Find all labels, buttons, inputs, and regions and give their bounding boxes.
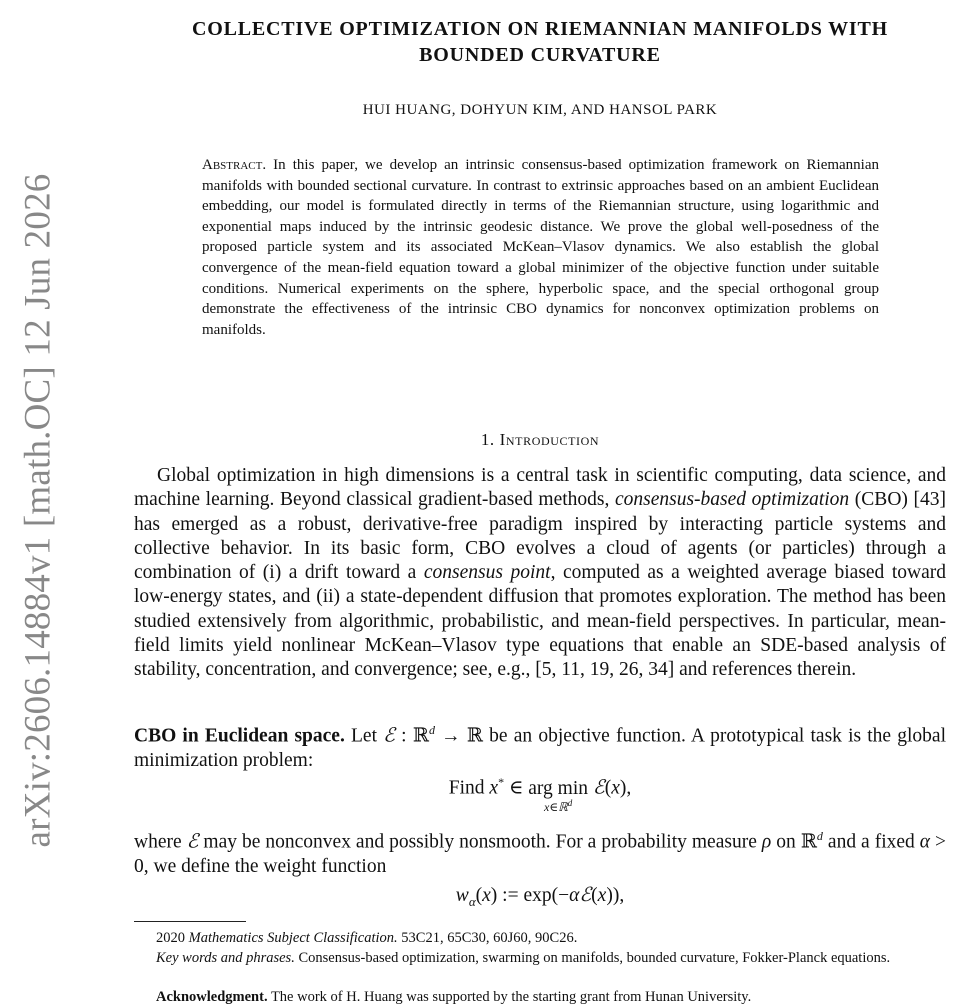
- euclidean-paragraph: CBO in Euclidean space. Let ℰ : ℝ$^d$ → ℝ be an objective function. A prototypical task is the global minimization problem:: [134, 723, 946, 771]
- intro-emphasis-consensus: consensus point: [423, 562, 551, 584]
- intro-text-1: Global optimization in high dimensions is a central task in scientific computing, data science, and machine learning. Beyond classical gradient-based methods,: [134, 465, 946, 511]
- eq-find-word: Find: [448, 777, 485, 799]
- objective-map-math: ℰ: [383, 725, 395, 747]
- author-list: HUI HUANG, DOHYUN KIM, AND HANSOL PARK: [362, 102, 718, 118]
- arxiv-sidebar-stamp: [15, 160, 61, 860]
- weight-paragraph: where ℰ may be nonconvex and possibly nonsmooth. For a probability measure ρ on ℝ$^d$ and a fixed α > 0, we define the weight function: [134, 829, 946, 877]
- abstract-label: Abstract.: [202, 157, 267, 173]
- footnote-acknowledgment: Acknowledgment. The work of H. Huang was supported by the starting grant from Hunan University.: [156, 989, 752, 1005]
- argmin-operator: arg min x∈ℝ$^d$: [528, 777, 589, 814]
- title-line-1: COLLECTIVE OPTIMIZATION ON RIEMANNIAN MANIFOLDS WITH: [192, 18, 888, 40]
- abstract: [202, 155, 879, 340]
- intro-text-3: , computed as a weighted average biased toward low-energy states, and (ii) a state-dependent diffusion that promotes exploration. The method has been studied extensively from algorithmic, probabilistic, and mean-field perspectives. In particular, mean-field limits yield nonlinear McKean–Vlasov type equations that enable an SDE-based analysis of stability, concentration, and convergence; see, e.g., [5, 11, 19, 26, 34] and references therein.: [134, 562, 946, 681]
- section-heading: [134, 430, 946, 450]
- footnote-msc: 2020 Mathematics Subject Classification. 53C21, 65C30, 60J60, 90C26.: [156, 930, 578, 946]
- para2-text-1: Let: [344, 725, 384, 747]
- section-number: 1.: [480, 430, 495, 449]
- title-line-2: BOUNDED CURVATURE: [419, 44, 661, 66]
- minimization-equation: Find x* ∈ arg min x∈ℝ$^d$ ℰ(x),: [448, 775, 632, 814]
- footnote-keywords: Key words and phrases. Consensus-based optimization, swarming on manifolds, bounded curvature, Fokker-Planck equations.: [156, 950, 891, 966]
- abstract-text: In this paper, we develop an intrinsic consensus-based optimization framework on Riemannian manifolds with bounded sectional curvature. In contrast to extrinsic approaches based on an ambient Euclidean embedding, our model is formulated directly in terms of the Riemannian structure, using logarithmic and exponential maps induced by the intrinsic geodesic distance. We prove the global well-posedness of the proposed particle system and its associated McKean–Vlasov dynamics. We also establish the global convergence of the mean-field equation toward a global minimizer of the objective function under suitable conditions. Numerical experiments on the sphere, hyperbolic space, and the special orthogonal group demonstrate the effectiveness of the intrinsic CBO dynamics for nonconvex optimization problems on manifolds.: [202, 157, 879, 338]
- intro-text-2: (CBO) [43] has emerged as a robust, derivative-free paradigm inspired by interacting particle systems and collective behavior. In its basic form, CBO evolves a cloud of agents (or particles) through a combination of (i) a drift toward a: [134, 489, 946, 584]
- intro-emphasis-cbo: consensus-based optimization: [614, 489, 850, 511]
- weight-function-equation: $w_\alpha(x)$ := exp(−αℰ(x)),: [455, 885, 625, 909]
- para2-text-2: be an objective function. A prototypical task is the global minimization problem:: [134, 725, 946, 771]
- section-title: Introduction: [499, 430, 600, 449]
- arxiv-identifier: arXiv:2606.14884v1 [math.OC] 12 Jun 2026: [17, 173, 59, 847]
- paper-title: [134, 16, 946, 68]
- intro-paragraph: [134, 464, 946, 683]
- paragraph-heading: CBO in Euclidean space.: [134, 725, 345, 747]
- footnote-rule: [134, 921, 246, 922]
